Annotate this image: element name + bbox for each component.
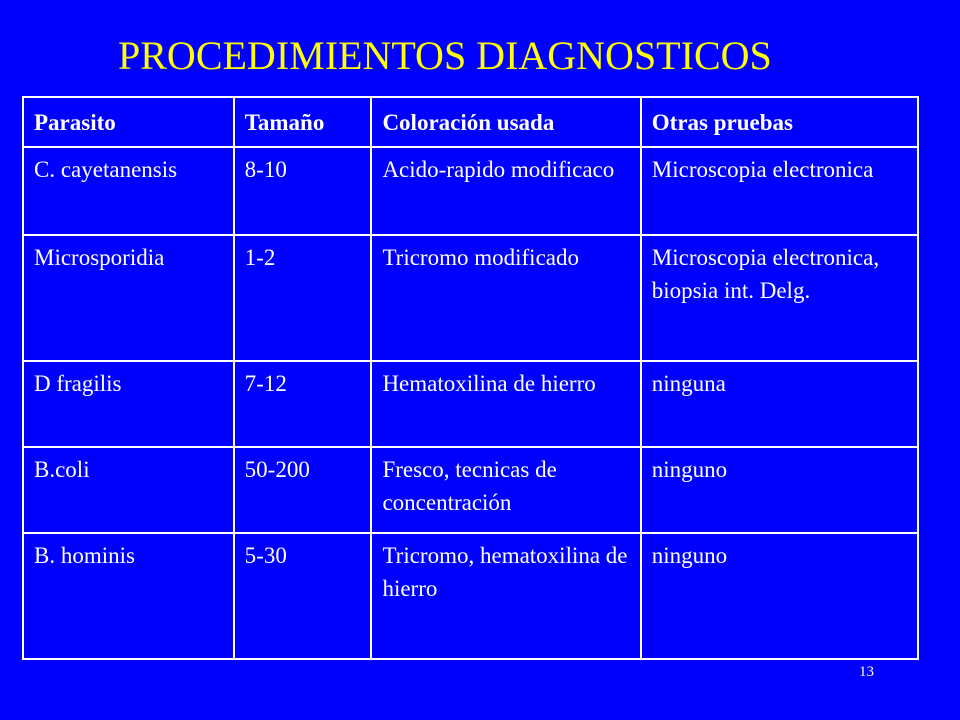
- cell-parasito: D fragilis: [23, 361, 234, 447]
- cell-tamano: 50-200: [234, 447, 372, 533]
- cell-otras-pruebas: ninguna: [641, 361, 918, 447]
- table-header-row: [23, 97, 918, 147]
- header-tamano: Tamaño: [234, 97, 372, 147]
- slide-title: PROCEDIMIENTOS DIAGNOSTICOS: [118, 33, 772, 78]
- cell-parasito: Microsporidia: [23, 235, 234, 361]
- cell-parasito: B. hominis: [23, 533, 234, 659]
- cell-coloracion: Tricromo modificado: [371, 235, 640, 361]
- cell-tamano: 1-2: [234, 235, 372, 361]
- cell-tamano: 5-30: [234, 533, 372, 659]
- header-coloracion: Coloración usada: [371, 97, 640, 147]
- cell-otras-pruebas: Microscopia electronica: [641, 147, 918, 235]
- cell-coloracion: Hematoxilina de hierro: [371, 361, 640, 447]
- diagnostic-table: [22, 96, 919, 660]
- cell-tamano: 8-10: [234, 147, 372, 235]
- table-row: [23, 147, 918, 235]
- header-otras-pruebas: Otras pruebas: [641, 97, 918, 147]
- cell-tamano: 7-12: [234, 361, 372, 447]
- cell-coloracion: Tricromo, hematoxilina de hierro: [371, 533, 640, 659]
- header-parasito: Parasito: [23, 97, 234, 147]
- table-row: [23, 447, 918, 533]
- cell-otras-pruebas: ninguno: [641, 533, 918, 659]
- cell-otras-pruebas: ninguno: [641, 447, 918, 533]
- page-number: 13: [859, 664, 874, 680]
- cell-otras-pruebas: Microscopia electronica, biopsia int. Delg.: [641, 235, 918, 361]
- table-row: [23, 361, 918, 447]
- table-row: [23, 235, 918, 361]
- cell-coloracion: Acido-rapido modificaco: [371, 147, 640, 235]
- cell-parasito: C. cayetanensis: [23, 147, 234, 235]
- cell-parasito: B.coli: [23, 447, 234, 533]
- table-row: [23, 533, 918, 659]
- cell-coloracion: Fresco, tecnicas de concentración: [371, 447, 640, 533]
